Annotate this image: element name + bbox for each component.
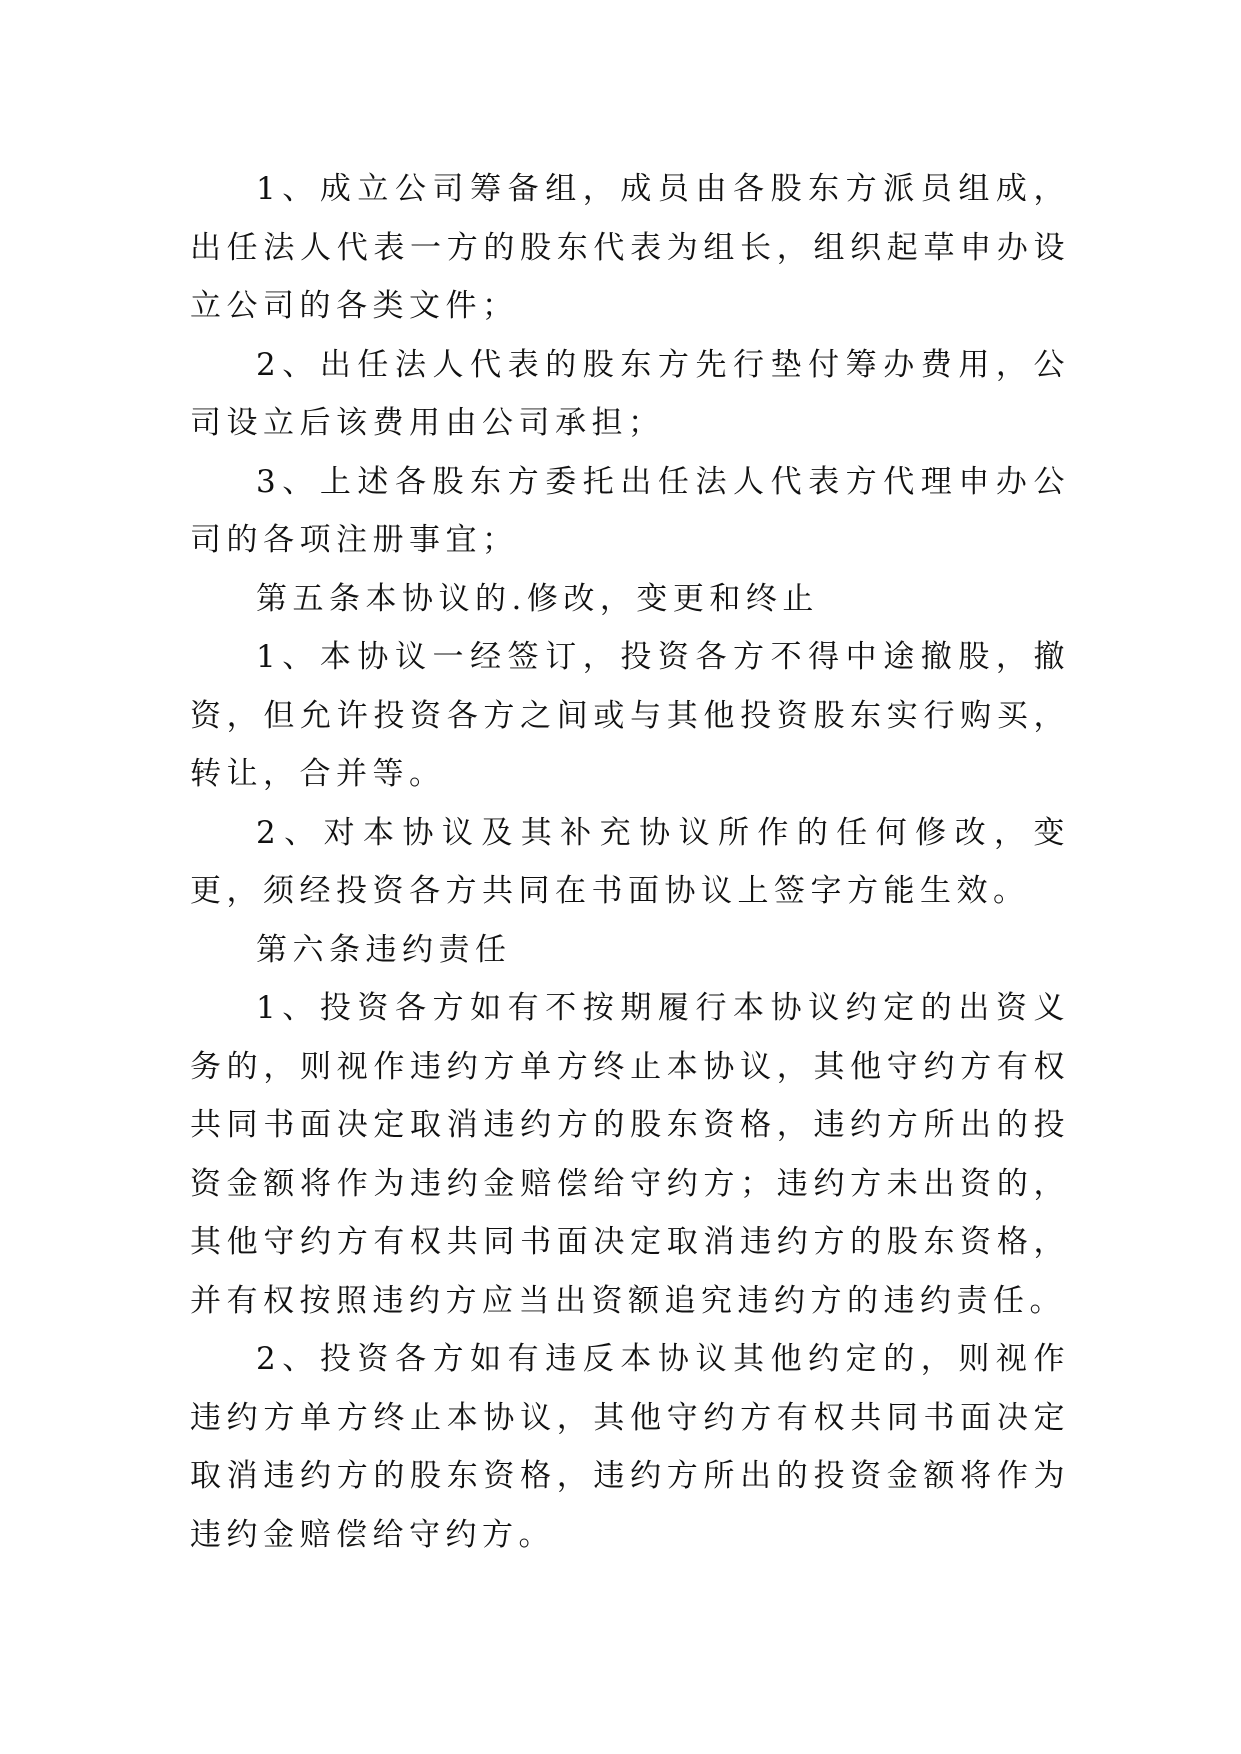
paragraph-preparation-fees: 2、出任法人代表的股东方先行垫付筹办费用，公司设立后该费用由公司承担； xyxy=(190,346,1070,441)
paragraph-registration-agent: 3、上述各股东方委托出任法人代表方代理申办公司的各项注册事宜； xyxy=(190,463,1070,558)
paragraph-no-withdrawal: 1、本协议一经签订，投资各方不得中途撤股，撤资，但允许投资各方之间或与其他投资股东实行购买，转让，合并等。 xyxy=(190,639,1070,792)
document-body xyxy=(190,160,1070,1564)
article-5-heading: 第五条本协议的.修改，变更和终止 xyxy=(256,580,819,617)
paragraph-contribution-default: 1、投资各方如有不按期履行本协议约定的出资义务的，则视作违约方单方终止本协议，其他守约方有权共同书面决定取消违约方的股东资格，违约方所出的投资金额将作为违约金赔偿给守约方；违约方未出资的，其他守约方有权共同书面决定取消违约方的股东资格，并有权按照违约方应当出资额追究违约方的违约责任。 xyxy=(190,990,1070,1319)
article-6-heading: 第六条违约责任 xyxy=(256,931,512,968)
paragraph-amendments: 2、对本协议及其补充协议所作的任何修改，变更，须经投资各方共同在书面协议上签字方能生效。 xyxy=(190,814,1070,909)
paragraph-other-breach: 2、投资各方如有违反本协议其他约定的，则视作违约方单方终止本协议，其他守约方有权共同书面决定取消违约方的股东资格，违约方所出的投资金额将作为违约金赔偿给守约方。 xyxy=(190,1341,1070,1553)
paragraph-preparation-group: 1、成立公司筹备组，成员由各股东方派员组成，出任法人代表一方的股东代表为组长，组织起草申办设立公司的各类文件； xyxy=(190,171,1070,324)
